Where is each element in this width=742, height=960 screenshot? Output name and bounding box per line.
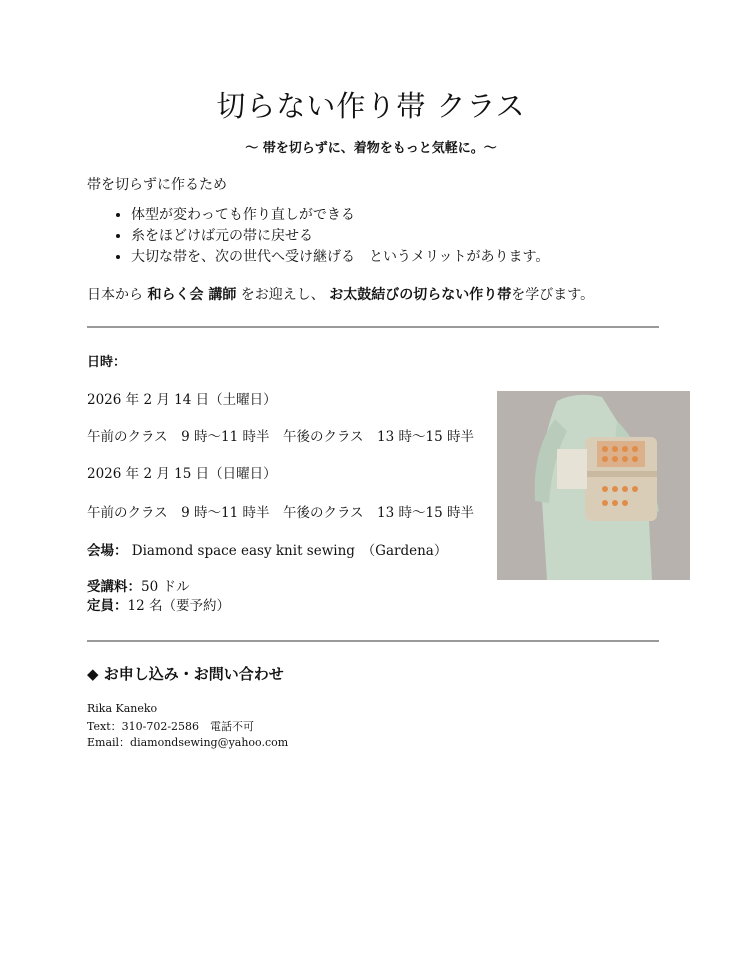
list-item: • 糸をほどけば元の帯に戻せる — [131, 226, 549, 247]
schedule-label: 日時： — [87, 355, 127, 370]
kimono-obi-image — [497, 391, 690, 580]
hosting-middle: をお迎えし、 — [236, 287, 330, 303]
day2-date: 2026 年 2 月 15 日（日曜日） — [87, 466, 277, 482]
page-title: 切らない作り帯 クラス — [216, 89, 526, 123]
capacity — [87, 594, 230, 614]
hosting-text — [87, 284, 594, 304]
contact-text: Text：310-702-2586 電話不可 — [87, 720, 255, 733]
fee-value: 50 ドル — [141, 579, 190, 595]
divider — [87, 326, 659, 328]
course-name: お太鼓結びの切らない作り帯 — [329, 287, 512, 303]
contact-name: Rika Kaneko — [87, 702, 158, 715]
hosting-suffix: を学びます。 — [511, 287, 595, 303]
venue-value: Diamond space easy knit sewing （Gardena） — [127, 543, 448, 559]
contact-heading: ◆ お申し込み・お問い合わせ — [87, 665, 284, 683]
venue-label: 会場： — [87, 543, 128, 559]
kimono-photo — [497, 391, 690, 580]
intro-text: 帯を切らずに作るため — [87, 177, 227, 193]
capacity-value: 12 名（要予約） — [127, 598, 230, 614]
venue — [87, 539, 447, 559]
fee-label: 受講料： — [87, 579, 141, 595]
capacity-label: 定員： — [87, 598, 128, 614]
list-item: • 大切な帯を、次の世代へ受け継げる というメリットがあります。 — [131, 247, 549, 268]
fee — [87, 575, 189, 595]
divider — [87, 640, 659, 642]
list-item: • 体型が変わっても作り直しができる — [131, 205, 549, 226]
benefit-list — [87, 205, 549, 268]
day1-date: 2026 年 2 月 14 日（土曜日） — [87, 392, 277, 408]
teacher-name: 和らく会 講師 — [147, 287, 237, 303]
day1-classes: 午前のクラス 9 時〜11 時半 午後のクラス 13 時〜15 時半 — [87, 429, 474, 445]
subtitle: 〜 帯を切らずに、着物をもっと気軽に。〜 — [245, 141, 497, 156]
hosting-prefix: 日本から — [87, 287, 148, 303]
day2-classes: 午前のクラス 9 時〜11 時半 午後のクラス 13 時〜15 時半 — [87, 505, 474, 521]
contact-email: Email：diamondsewing@yahoo.com — [87, 736, 289, 749]
